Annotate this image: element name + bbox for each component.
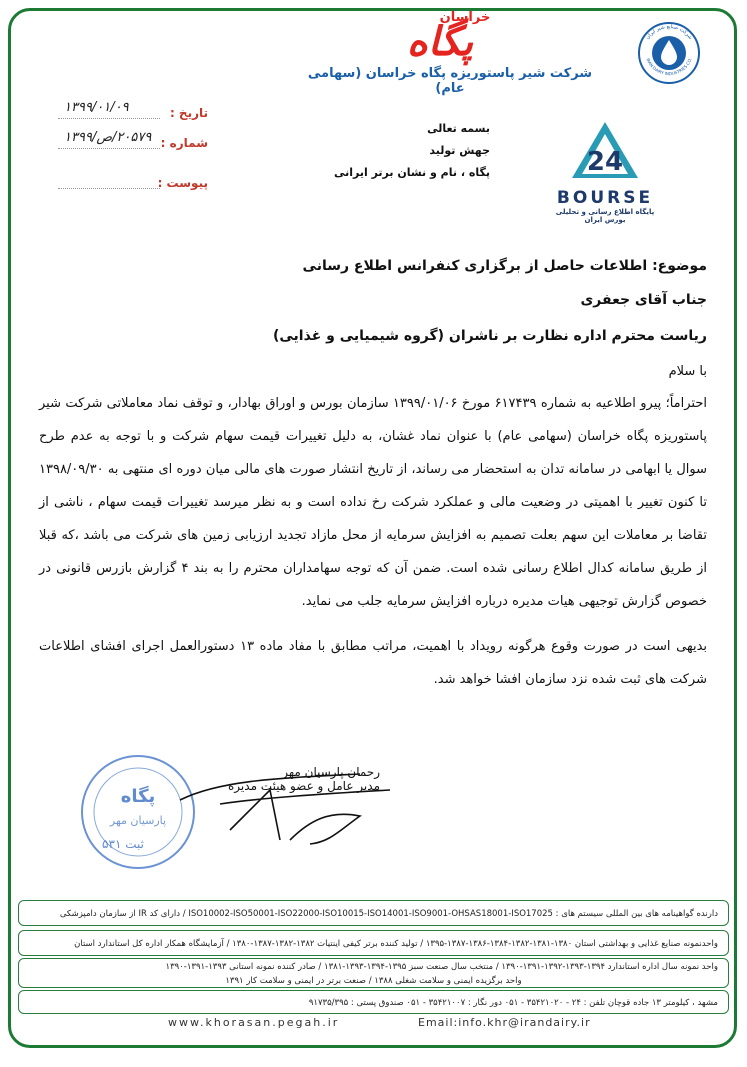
pegah-logo xyxy=(360,19,520,65)
letter-greeting: با سلام xyxy=(668,364,707,379)
email-link[interactable]: Email:info.khr@irandairy.ir xyxy=(418,1016,591,1029)
letter-paragraph-2: بدیهی است در صورت وقوع هرگونه رویداد با اهمیت، مراتب مطابق با مفاد ماده ۱۳ دستورالعمل اجرای افشای اطلاعات شرکت های ثبت شده نزد سازمان افشا خواهد شد. xyxy=(39,639,708,687)
letter-heading xyxy=(330,118,490,184)
footer-certificates: دارنده گواهینامه های بین المللی سیستم های : ISO10002-ISO50001-ISO22000-ISO10015-ISO14001-ISO9001-OHSAS18001-ISO17025 / دارای کد IR از سازمان دامپزشکی xyxy=(18,900,729,926)
heading-slogan: جهش تولید xyxy=(429,144,490,157)
letter-subject: موضوع: اطلاعات حاصل از برگزاری کنفرانس اطلاع رسانی xyxy=(302,258,707,274)
heading-bismillah: بسمه تعالی xyxy=(427,122,490,135)
dairy-logo-text: IRAN DAIRY INDUSTRIES CO. xyxy=(645,57,693,77)
footer-awards-2 xyxy=(18,958,729,988)
heading-tagline: پگاه ، نام و نشان برتر ایرانی xyxy=(333,166,490,179)
stamp-signed-name: پارسیان مهر xyxy=(109,814,167,827)
attachment-label: پیوست : xyxy=(157,176,208,190)
footer-awards-1: واحدنمونه صنایع غذایی و بهداشتی استان ۱۳۸۰-۱۳۸۱-۱۳۸۲-۱۳۸۴-۱۳۸۶-۱۳۸۷-۱۳۹۵ / تولید کننده برتر کیفی اینتیات ۱۳۸۲-۱۳۸۲-۱۳۸۷-۱۳۸۰ / آزمایشگاه همکار اداره کل استاندارد استان xyxy=(18,930,729,956)
date-dotted-line xyxy=(58,118,160,119)
footer-awards-2b: واحد برگزیده ایمنی و سلامت شغلی ۱۳۸۸ / صنعت برتر در ایمنی و سلامت کار ۱۳۹۱ xyxy=(225,976,522,986)
bourse-tagline: پایگاه اطلاع رسانی و تحلیلی بورس ایران xyxy=(555,208,655,224)
stamp-number: ثبت ۵۳۱ xyxy=(102,837,144,851)
brand-name: پگاه xyxy=(406,19,474,65)
number-value: ۲۰۵۷۹/ص/۱۳۹۹ xyxy=(64,130,152,145)
company-name: شرکت شیر پاستوریزه پگاه خراسان (سهامی عام) xyxy=(307,66,593,96)
signer-name: رحمان پارسیان مهر xyxy=(282,765,380,779)
brand-sub-wrap xyxy=(430,10,500,25)
footer-awards-2a: واحد نمونه سال اداره استاندارد ۱۳۹۴-۱۳۹۳-۱۳۹۲-۱۳۹۱-۱۳۹۰ / منتخب سال صنعت سبز ۱۳۹۵-۱۳۹۴-۱۳۹۳-۱۳۸۱ / صادر کننده نمونه استانی ۱۳۹۳-۱۳۹۱-۱۳۹۰ xyxy=(165,962,718,972)
bourse-word: BOURSE xyxy=(556,188,654,208)
bourse-triangle-icon xyxy=(570,120,640,182)
bourse-logo xyxy=(545,120,665,224)
footer-links xyxy=(18,1016,729,1036)
dairy-logo-text-fa: شرکت صنایع شیر ایران xyxy=(644,23,694,41)
svg-text:24: 24 xyxy=(586,147,624,177)
letter-meta xyxy=(58,100,208,200)
date-row xyxy=(58,100,208,130)
attachment-dotted-line xyxy=(58,188,160,189)
number-label: شماره : xyxy=(160,136,208,150)
number-dotted-line xyxy=(58,148,160,149)
letter-addressee: جناب آقای جعفری xyxy=(580,292,707,308)
number-row xyxy=(58,130,208,160)
letter-paragraph-1: احتراماً؛ پیرو اطلاعیه به شماره ۶۱۷۴۳۹ مورخ ۱۳۹۹/۰۱/۰۶ سازمان بورس و اوراق بهادار، و توقف نماد معاملاتی شرکت شیر پاستوریزه پگاه خراسان (سهامی عام) با عنوان نماد غشان، به دلیل تغییرات قیمت سهام شرکت و با توجه به عدم طرح سوال یا ابهامی در سامانه تدان به استحضار می رساند، از تاریخ انتشار صورت های مالی میان دوره ای منتهی به ۱۳۹۸/۰۹/۳۰ تا کنون تغییر با اهمیتی در وضعیت مالی و عملکرد شرکت رخ نداده است و به نظر میرسد تغییرات قیمت سهام ، ناشی از تقاضا بر معاملات این سهم بعلت تصمیم به افزایش سرمایه از محل مازاد تجدید ارزیابی زمین های شرکت می باشد ،که قبلا از طریق سامانه کدال اطلاع رسانی شده است. ضمن آن که توجه سهامداران محترم را به بند ۴ گزارش بازرس قانونی در خصوص گزارش توجیهی هیات مدیره درباره افزایش سرمایه جلب می نماید. xyxy=(39,396,708,609)
date-label: تاریخ : xyxy=(169,106,208,120)
website-link[interactable]: www.khorasan.pegah.ir xyxy=(168,1016,340,1029)
handwritten-signature xyxy=(160,760,420,850)
iran-dairy-logo xyxy=(636,20,702,86)
attachment-row xyxy=(58,170,208,200)
brand-sub: خراسان xyxy=(439,10,491,25)
footer-contact: مشهد ، کیلومتر ۱۳ جاده قوچان تلفن : ۲۴ - ۳۵۴۲۱۰۲۰ - ۰۵۱ دور نگار : ۳۵۴۲۱۰۰۷ - ۰۵۱ صندوق پستی : ۹۱۷۳۵/۳۹۵ xyxy=(18,990,729,1014)
addressee-position: ریاست محترم اداره نظارت بر ناشران (گروه شیمیایی و غذایی) xyxy=(272,328,707,344)
signer-title: مدیر عامل و عضو هیئت مدیره xyxy=(228,779,380,793)
stamp-brand: پگاه xyxy=(120,786,156,807)
date-value: ۱۳۹۹/۰۱/۰۹ xyxy=(64,100,129,115)
